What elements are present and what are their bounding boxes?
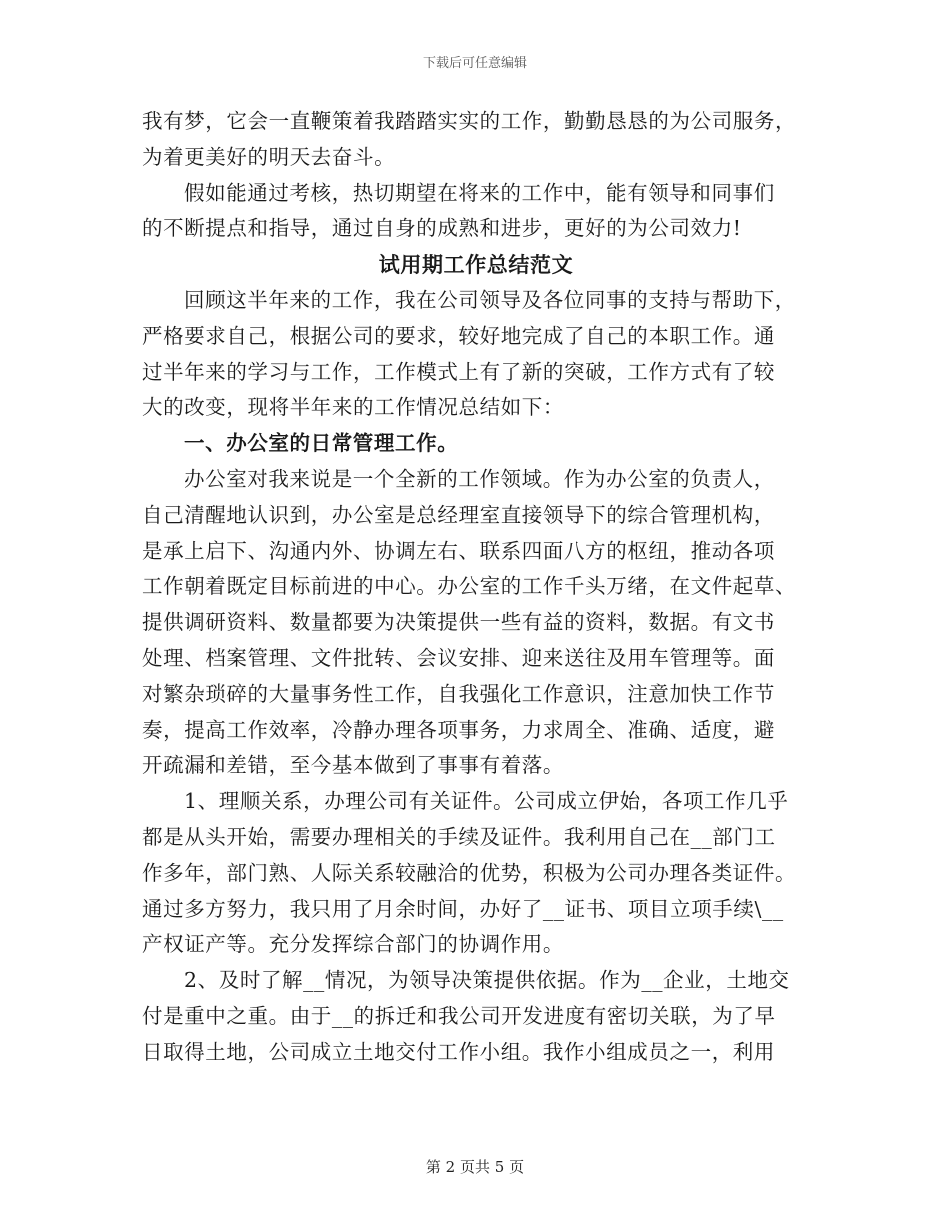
text-line: 奏，提高工作效率，冷静办理各项事务，力求周全、准确、适度，避 — [142, 717, 775, 742]
text-line: 过半年来的学习与工作，工作模式上有了新的突破，工作方式有了较 — [142, 359, 775, 384]
text-line: 工作朝着既定目标前进的中心。办公室的工作千头万绪，在文件起草、 — [142, 574, 797, 599]
text-line: 2、及时了解__情况，为领导决策提供依据。作为__企业，土地交 — [184, 968, 790, 993]
text-line: 开疏漏和差错，至今基本做到了事事有着落。 — [142, 753, 564, 778]
text-line: 付是重中之重。由于__的拆迁和我公司开发进度有密切关联，为了早 — [142, 1003, 776, 1028]
text-line: 办公室对我来说是一个全新的工作领域。作为办公室的负责人， — [184, 466, 775, 491]
page-header-note: 下载后可任意编辑 — [422, 56, 527, 71]
document-title: 试用期工作总结范文 — [378, 252, 574, 278]
text-line: 为着更美好的明天去奋斗。 — [142, 144, 396, 169]
document-body — [142, 104, 810, 1071]
text-line: 都是从头开始，需要办理相关的手续及证件。我利用自己在__部门工 — [142, 824, 776, 849]
text-line: 日取得土地，公司成立土地交付工作小组。我作小组成员之一，利用 — [142, 1039, 775, 1064]
text-line: 通过多方努力，我只用了月余时间，办好了__证书、项目立项手续\__ — [142, 896, 784, 921]
text-line: 自己清醒地认识到，办公室是总经理室直接领导下的综合管理机构， — [142, 502, 775, 527]
text-line: 作多年，部门熟、人际关系较融洽的优势，积极为公司办理各类证件。 — [142, 860, 797, 885]
text-line: 我有梦，它会一直鞭策着我踏踏实实的工作，勤勤恳恳的为公司服务， — [142, 109, 797, 133]
text-line: 1、理顺关系，办理公司有关证件。公司成立伊始，各项工作几乎 — [184, 789, 789, 814]
section-heading: 一、办公室的日常管理工作。 — [184, 431, 459, 456]
page-number-footer: 第 2 页共 5 页 — [425, 1158, 525, 1176]
text-line: 产权证产等。充分发挥综合部门的协调作用。 — [142, 932, 564, 957]
text-line: 严格要求自己，根据公司的要求，较好地完成了自己的本职工作。通 — [142, 323, 775, 348]
text-line: 提供调研资料、数量都要为决策提供一些有益的资料，数据。有文书 — [142, 610, 775, 635]
text-line: 的不断提点和指导，通过自身的成熟和进步，更好的为公司效力! — [142, 216, 742, 241]
text-line: 对繁杂琐碎的大量事务性工作，自我强化工作意识，注意加快工作节 — [142, 681, 775, 706]
text-line: 回顾这半年来的工作，我在公司领导及各位同事的支持与帮助下， — [184, 287, 796, 312]
text-line: 假如能通过考核，热切期望在将来的工作中，能有领导和同事们 — [184, 180, 775, 205]
text-line: 是承上启下、沟通内外、协调左右、联系四面八方的枢纽，推动各项 — [142, 538, 775, 563]
text-line: 处理、档案管理、文件批转、会议安排、迎来送往及用车管理等。面 — [142, 645, 775, 670]
text-line: 大的改变，现将半年来的工作情况总结如下： — [142, 395, 564, 420]
